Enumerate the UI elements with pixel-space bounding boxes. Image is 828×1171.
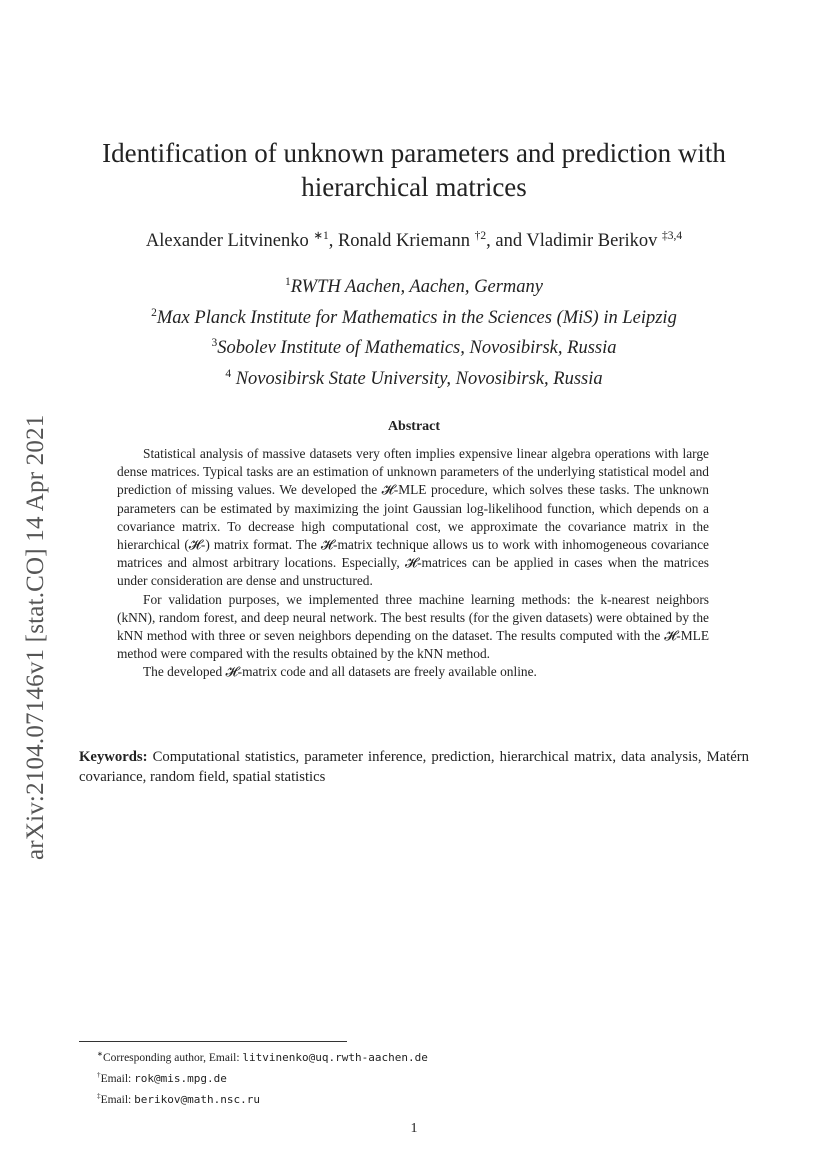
footnote-mark: ∗ (97, 1050, 103, 1058)
author-separator: , (328, 231, 338, 252)
footnote-rule (79, 1041, 347, 1042)
footnote (79, 1067, 679, 1088)
page-number: 1 (410, 1121, 418, 1136)
abstract-paragraph: Statistical analysis of massive datasets very often implies expensive linear algebra operations with large dense matrices. Typical tasks are an estimation of unknown parameters of the underlying statistical model and prediction of missing values. We developed the 𝓗-MLE procedure, which solves these tasks. The unknown parameters can be estimated by maximizing the joint Gaussian log-likelihood function, which depends on a covariance matrix. To decrease high computational cost, we approximate the covariance matrix in the hierarchical (𝓗-) matrix format. The 𝓗-matrix technique allows us to work with inhomogeneous covariance matrices and almost arbitrary locations. Especially, 𝓗-matrices can be applied in cases when the matrices under consideration are dense and unstructured. (117, 446, 709, 589)
affiliation-mark: 4 (225, 367, 232, 380)
keywords-text: Computational statistics, parameter inference, prediction, hierarchical matrix, data analysis, Matérn covariance, random field, spatial statistics (79, 749, 749, 785)
author-separator: , and (486, 231, 527, 252)
paper-title: Identification of unknown parameters and prediction with hierarchical matrices (102, 138, 726, 202)
author-name: Ronald Kriemann (337, 231, 471, 252)
affiliation-list (40, 270, 788, 393)
affiliation-text: Novosibirsk State University, Novosibirsk, Russia (231, 369, 603, 390)
footnote-email: rok@mis.mpg.de (134, 1071, 227, 1085)
footnotes (79, 1046, 679, 1108)
footnote (79, 1088, 679, 1109)
affiliation-mark: 1 (284, 276, 291, 288)
abstract-paragraph: For validation purposes, we implemented three machine learning methods: the k-nearest neighbors (kNN), random forest, and deep neural network. The best results (for the given datasets) were obtained by the kNN method with three or seven neighbors depending on the dataset. The results computed with the 𝓗-MLE method were compared with the results obtained by the kNN method. (117, 591, 709, 662)
footnote-email: litvinenko@uq.rwth-aachen.de (242, 1050, 428, 1064)
author-mark: ‡3,4 (662, 230, 683, 242)
arxiv-identifier: arXiv:2104.07146v1 [stat.CO] 14 Apr 2021 (22, 414, 49, 860)
footnote-label: Email: (100, 1093, 135, 1106)
footnote-label: Email: (100, 1072, 135, 1085)
author-mark: ∗1 (313, 230, 329, 242)
abstract-body (117, 445, 709, 682)
footnote-email: berikov@math.nsc.ru (134, 1092, 260, 1106)
affiliation (40, 270, 788, 301)
abstract-paragraph: The developed 𝓗-matrix code and all datasets are freely available online. (143, 664, 537, 680)
footnote-mark: ‡ (97, 1091, 101, 1100)
affiliation (40, 301, 788, 332)
author-mark: †2 (474, 230, 487, 242)
author-name: Vladimir Berikov (526, 231, 658, 252)
affiliation-text: Max Planck Institute for Mathematics in the Sciences (MiS) in Leipzig (156, 307, 677, 328)
keywords (79, 747, 749, 787)
footnote-label: Corresponding author, Email: (102, 1051, 243, 1064)
footnote (79, 1046, 679, 1067)
author-name: Alexander Litvinenko (145, 231, 309, 252)
affiliation-mark: 2 (151, 306, 157, 319)
affiliation-text: RWTH Aachen, Aachen, Germany (290, 277, 543, 298)
abstract-heading: Abstract (387, 419, 441, 434)
affiliation-text: Sobolev Institute of Mathematics, Novosibirsk, Russia (217, 338, 617, 359)
affiliation-mark: 3 (211, 337, 218, 350)
author-list (40, 228, 788, 252)
keywords-label: Keywords: (79, 749, 148, 765)
affiliation (40, 362, 788, 393)
footnote-mark: † (97, 1070, 101, 1079)
affiliation (40, 331, 788, 362)
